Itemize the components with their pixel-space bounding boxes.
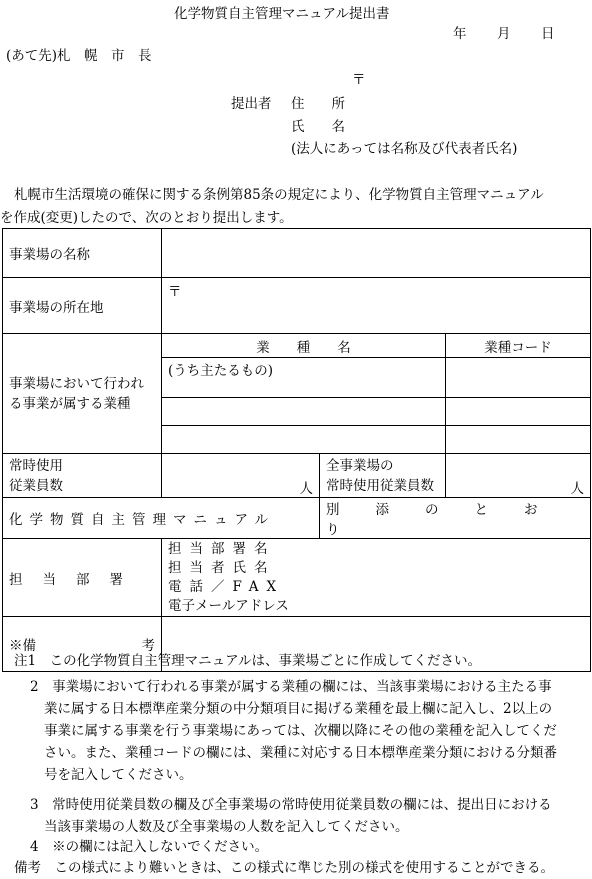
remark-note: 備考 この様式により難いときは、この様式に準じた別の様式を使用することができる。 xyxy=(14,860,554,876)
address-postal-mark: 〒 xyxy=(168,284,182,300)
name-label: 氏 名 xyxy=(291,119,345,135)
industry-code-header: 業種コード xyxy=(446,334,591,358)
intro-line-1: 札幌市生活環境の確保に関する条例第85条の規定により、化学物質自主管理マニュアル xyxy=(14,187,544,203)
date-day: 日 xyxy=(541,26,555,42)
note-1: 注1 この化学物質自主管理マニュアルは、事業場ごとに作成してください。 xyxy=(14,653,482,669)
department-label: 担当部署 xyxy=(3,539,162,617)
document-title: 化学物質自主管理マニュアル提出書 xyxy=(174,6,390,22)
remarks-label: ※備 考 xyxy=(3,617,162,672)
industry-code-field-2[interactable] xyxy=(446,398,591,426)
facility-address-label: 事業場の所在地 xyxy=(3,278,162,334)
postal-mark: 〒 xyxy=(352,72,366,88)
industry-field-3[interactable] xyxy=(162,426,446,454)
regular-employees-field[interactable] xyxy=(162,454,320,498)
notes-section xyxy=(14,650,481,672)
email-label: 電子メールアドレス xyxy=(168,597,289,614)
phone-fax-label: 電話／FAX xyxy=(168,578,285,595)
main-industry-note: (うち主たるもの) xyxy=(168,363,274,379)
date-month: 月 xyxy=(497,26,511,42)
facility-name-field[interactable] xyxy=(162,229,591,278)
facility-address-field[interactable] xyxy=(162,278,591,334)
regular-employees-unit: 人 xyxy=(299,481,313,497)
main-industry-field[interactable] xyxy=(162,358,446,398)
manual-value: 別添のとおり xyxy=(320,498,591,539)
industry-field-2[interactable] xyxy=(162,398,446,426)
note-2: 2 事業場において行われる事業が属する業種の欄には、当該事業場における主たる事 業に属する日本標準産業分類の中分類項目に掲げる業種を最上欄に記入し、2以上の 事業に属する事業を行う事業場にあっては、次欄以降にその他の業種を記入してくだ さい。また、業種コードの欄には、業種に対応する日本標準産業分類における分類番 号を記入してください。 xyxy=(30,679,557,783)
industry-label: 事業場において行われ る事業が属する業種 xyxy=(3,334,162,454)
note-4: 4 ※の欄には記入しないでください。 xyxy=(30,839,269,855)
address-label: 住 所 xyxy=(291,96,345,112)
corporation-note: (法人にあっては名称及び代表者氏名) xyxy=(291,141,518,157)
note-3: 3 常時使用従業員数の欄及び全事業場の常時使用従業員数の欄には、提出日における 当該事業場の人数及び全事業場の人数を記入してください。 xyxy=(30,797,552,835)
intro-line-2: を作成(変更)したので、次のとおり提出します。 xyxy=(0,210,293,226)
submitter-label: 提出者 xyxy=(231,96,272,112)
department-field[interactable] xyxy=(162,539,591,617)
all-facilities-unit: 人 xyxy=(570,481,585,497)
department-name-label: 担当部署名 xyxy=(168,540,276,557)
manual-label: 化学物質自主管理マニュアル xyxy=(3,498,320,539)
regular-employees-label: 常時使用 従業員数 xyxy=(3,454,162,498)
person-name-label: 担当者氏名 xyxy=(168,559,276,576)
date-year: 年 xyxy=(453,26,467,42)
addressee: (あて先)札 幌 市 長 xyxy=(6,48,152,64)
all-facilities-label: 全事業場の 常時使用従業員数 xyxy=(320,454,446,498)
submission-form-table xyxy=(2,228,591,672)
all-facilities-field[interactable] xyxy=(446,454,591,498)
facility-name-label: 事業場の名称 xyxy=(3,229,162,278)
industry-name-header: 業 種 名 xyxy=(162,334,446,358)
industry-code-field-3[interactable] xyxy=(446,426,591,454)
main-industry-code-field[interactable] xyxy=(446,358,591,398)
